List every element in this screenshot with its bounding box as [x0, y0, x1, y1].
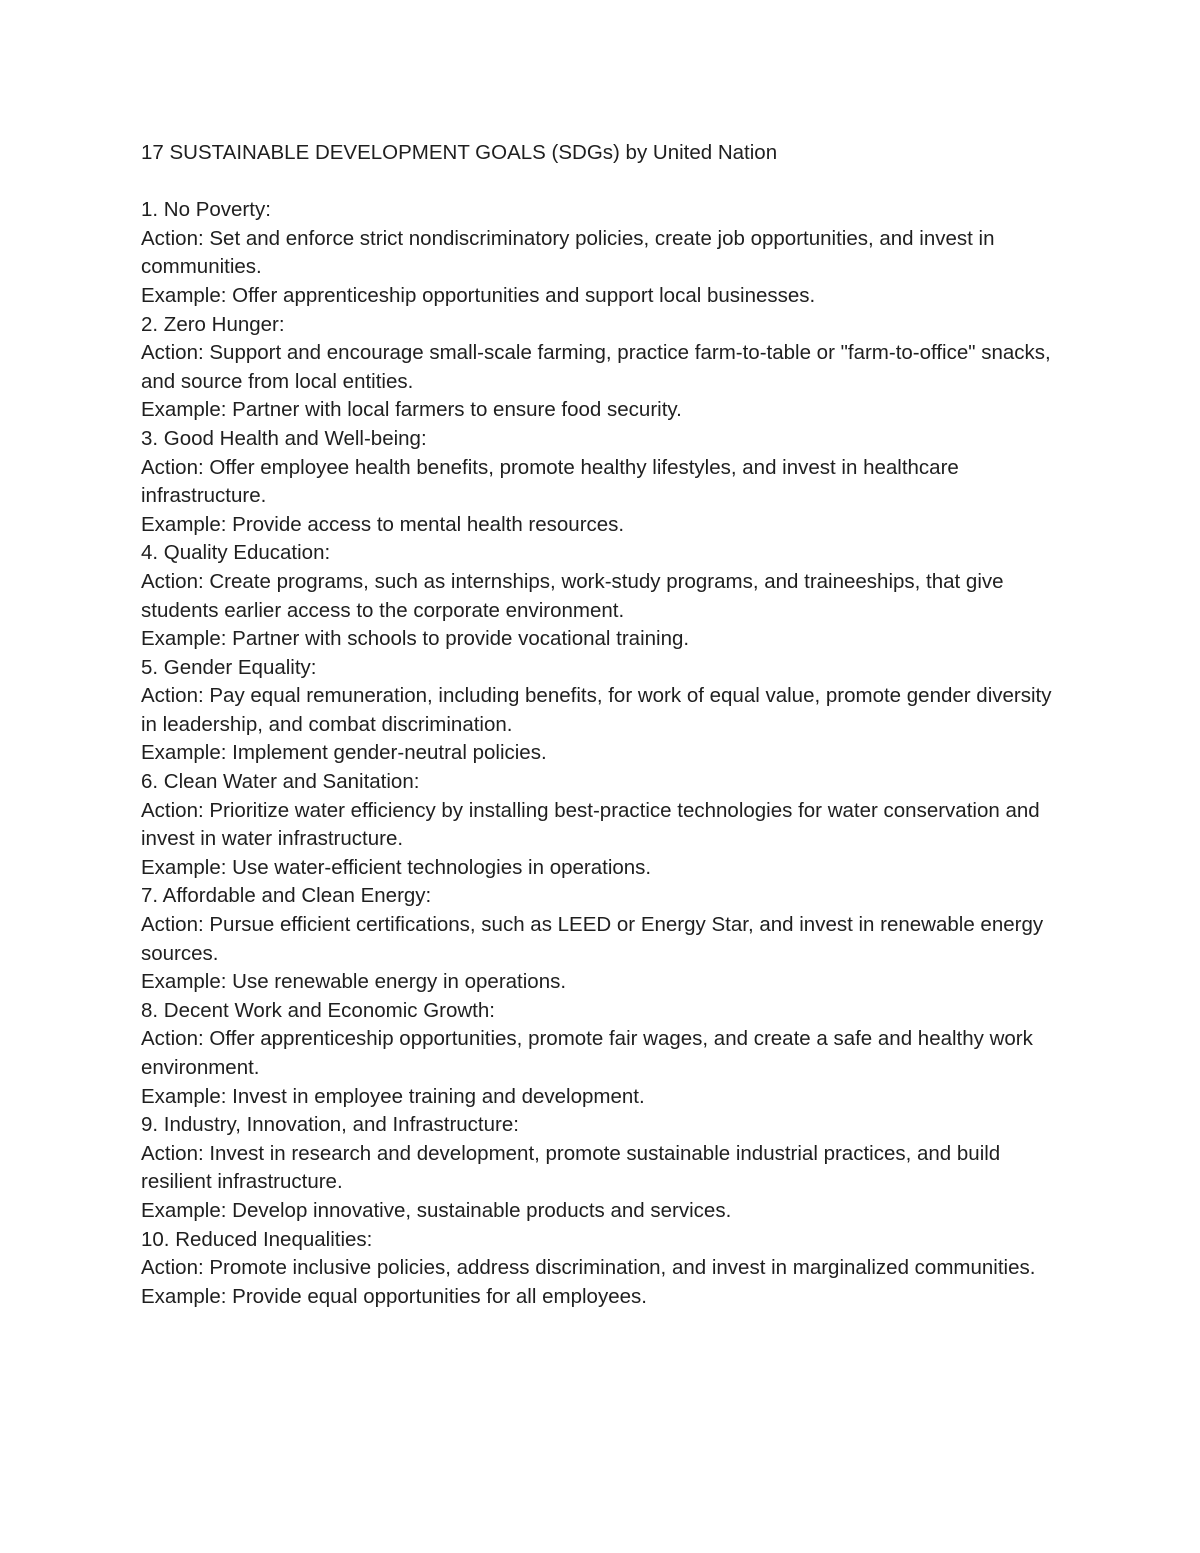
goal-heading: 1. No Poverty:: [141, 198, 271, 222]
document-body: [141, 139, 1061, 1311]
goal-action: Action: Set and enforce strict nondiscriminatory policies, create job opportunities, and invest in communities.: [141, 226, 995, 279]
goal-10: [141, 1226, 1061, 1312]
goal-example: Example: Use water-efficient technologies in operations.: [141, 855, 652, 879]
goal-heading: 7. Affordable and Clean Energy:: [141, 884, 432, 908]
goal-1: [141, 196, 1061, 310]
goal-action: Action: Pursue efficient certifications, such as LEED or Energy Star, and invest in renewable energy sources.: [141, 913, 1044, 965]
goal-action: Action: Prioritize water efficiency by installing best-practice technologies for water conservation and invest in water infrastructure.: [141, 798, 1040, 851]
goal-example: Example: Provide access to mental health resources.: [141, 512, 625, 536]
goal-action: Action: Offer employee health benefits, promote healthy lifestyles, and invest in healthcare infrastructure.: [141, 455, 959, 508]
goal-example: Example: Develop innovative, sustainable products and services.: [141, 1198, 732, 1222]
goal-2: [141, 311, 1061, 425]
goal-6: [141, 768, 1061, 882]
goal-action: Action: Offer apprenticeship opportunities, promote fair wages, and create a safe and healthy work environment.: [141, 1027, 1033, 1079]
goal-heading: 3. Good Health and Well-being:: [141, 426, 427, 450]
document-title: 17 SUSTAINABLE DEVELOPMENT GOALS (SDGs) by United Nation: [141, 141, 778, 164]
goal-example: Example: Provide equal opportunities for all employees.: [141, 1284, 647, 1308]
goal-action: Action: Create programs, such as internships, work-study programs, and traineeships, that give students earlier access to the corporate environment.: [141, 569, 1004, 622]
goal-heading: 2. Zero Hunger:: [141, 312, 285, 336]
goal-example: Example: Partner with schools to provide vocational training.: [141, 627, 690, 651]
goal-5: [141, 654, 1061, 768]
goal-7: [141, 882, 1061, 996]
goal-3: [141, 425, 1061, 539]
goal-heading: 4. Quality Education:: [141, 541, 331, 565]
goal-example: Example: Invest in employee training and development.: [141, 1084, 645, 1108]
goal-example: Example: Use renewable energy in operations.: [141, 970, 567, 994]
goal-example: Example: Implement gender-neutral policies.: [141, 741, 547, 765]
goal-heading: 10. Reduced Inequalities:: [141, 1227, 373, 1251]
goal-action: Action: Pay equal remuneration, including benefits, for work of equal value, promote gender diversity in leadership, and combat discrimination.: [141, 684, 1052, 736]
goal-4: [141, 539, 1061, 653]
goal-8: [141, 997, 1061, 1111]
goal-action: Action: Invest in research and development, promote sustainable industrial practices, and build resilient infrastructure.: [141, 1141, 1001, 1194]
goal-action: Action: Support and encourage small-scale farming, practice farm-to-table or "farm-to-office" snacks, and source from local entities.: [141, 341, 1051, 393]
goal-example: Example: Partner with local farmers to ensure food security.: [141, 398, 682, 422]
goal-example: Example: Offer apprenticeship opportunities and support local businesses.: [141, 283, 816, 307]
goal-9: [141, 1111, 1061, 1225]
goal-heading: 9. Industry, Innovation, and Infrastructure:: [141, 1113, 519, 1137]
goal-action: Action: Promote inclusive policies, address discrimination, and invest in marginalized communities.: [141, 1256, 1036, 1280]
goal-heading: 5. Gender Equality:: [141, 655, 317, 679]
goal-heading: 6. Clean Water and Sanitation:: [141, 770, 420, 794]
goal-heading: 8. Decent Work and Economic Growth:: [141, 998, 495, 1022]
